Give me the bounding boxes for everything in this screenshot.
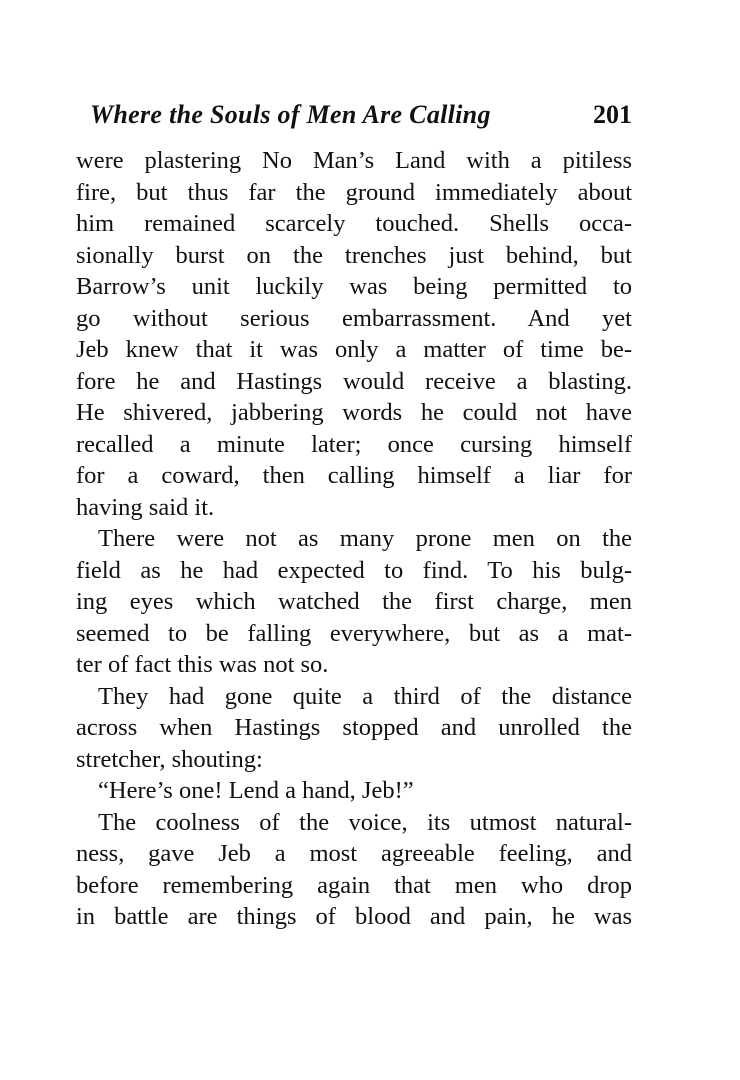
text-line: across when Hastings stopped and unrolled the — [76, 714, 632, 741]
text-line: sionally burst on the trenches just behind, but — [76, 241, 632, 269]
text-line: seemed to be falling everywhere, but as a mat- — [76, 619, 632, 647]
text-line: Barrow’s unit luckily was being permitted to — [76, 273, 632, 300]
text-line: go without serious embarrassment. And yet — [76, 304, 632, 332]
text-line: He shivered, jabbering words he could not have — [76, 399, 632, 426]
text-line: recalled a minute later; once cursing himself — [76, 430, 632, 458]
text-line: field as he had expected to find. To his bulg- — [76, 556, 632, 584]
text-line: ter of fact this was not so. — [76, 651, 329, 678]
book-page — [76, 0, 632, 1080]
text-line: stretcher, shouting: — [76, 745, 263, 773]
text-line: were plastering No Man’s Land with a pitiless — [76, 147, 632, 174]
text-line: for a coward, then calling himself a liar for — [76, 462, 632, 489]
text-line: fore he and Hastings would receive a blasting. — [76, 367, 632, 395]
text-line: him remained scarcely touched. Shells occa- — [76, 210, 632, 237]
text-line: They had gone quite a third of the distance — [98, 682, 632, 710]
text-line: Jeb knew that it was only a matter of time be- — [76, 336, 632, 363]
text-line: before remembering again that men who drop — [76, 871, 632, 899]
text-line: ness, gave Jeb a most agreeable feeling, and — [76, 840, 632, 867]
body-text — [76, 145, 632, 933]
text-line: ing eyes which watched the first charge, men — [76, 588, 632, 615]
text-line: having said it. — [76, 493, 215, 521]
running-head — [90, 98, 632, 132]
text-line: “Here’s one! Lend a hand, Jeb!” — [98, 777, 414, 804]
text-line: The coolness of the voice, its utmost natural- — [98, 808, 632, 836]
text-line: in battle are things of blood and pain, he was — [76, 903, 632, 930]
running-head-title: Where the Souls of Men Are Calling — [90, 100, 491, 129]
text-line: There were not as many prone men on the — [98, 525, 632, 552]
page-number: 201 — [593, 100, 632, 129]
text-line: fire, but thus far the ground immediately about — [76, 178, 632, 206]
